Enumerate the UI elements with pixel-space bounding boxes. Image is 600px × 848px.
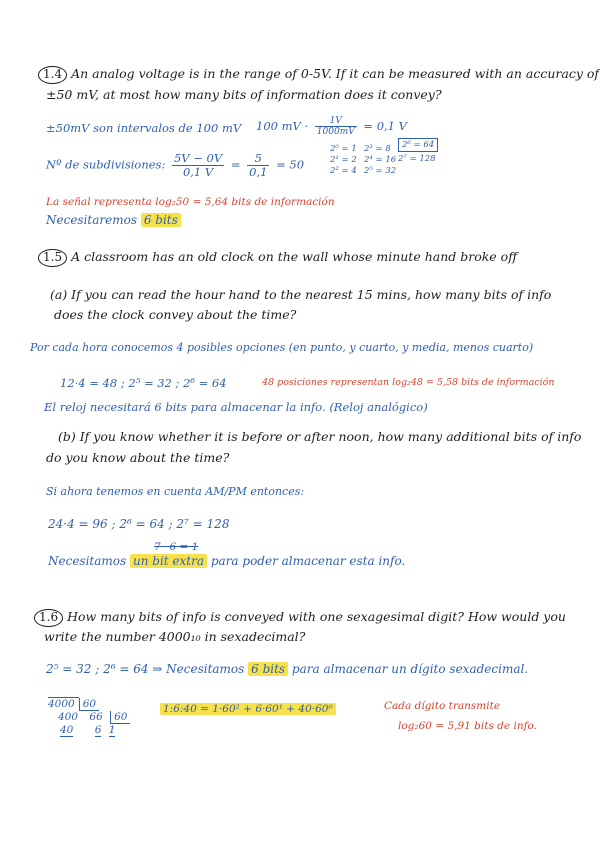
highlight-6-bits: 6 bits	[248, 662, 288, 676]
powers-list-col2: 2³ = 8 2⁴ = 16 2⁵ = 32	[364, 144, 397, 177]
highlight-extra-bit: un bit extra	[130, 554, 207, 568]
part-b-line1: (b) If you know whether it is before or after noon, how many additional bits of info	[58, 429, 582, 444]
part-b-ampm-note: Si ahora tenemos en cuenta AM/PM entonces:	[46, 485, 305, 498]
part-a-conclusion: El reloj necesitará 6 bits para almacenar la info. (Reloj analógico)	[44, 400, 428, 414]
problem-number-badge: 1.4	[38, 66, 67, 84]
part-b-calc: 24·4 = 96 ; 2⁶ = 64 ; 2⁷ = 128	[48, 517, 230, 531]
division-remainder-3: 6	[94, 724, 102, 737]
part-a-bits-note: 48 posiciones representan log₂48 = 5,58 bits de información	[262, 377, 555, 388]
bits-needed-1-4: Necesitaremos 6 bits	[46, 214, 181, 228]
intervals-note: ±50mV son intervalos de 100 mV	[46, 121, 242, 135]
sexagesimal-result: 1:6:40 = 1·60² + 6·60¹ + 40·60⁰	[160, 703, 336, 715]
powers-list-col1: 2⁰ = 1 2¹ = 2 2² = 4	[330, 144, 357, 177]
part-a-calc: 12·4 = 48 ; 2⁵ = 32 ; 2⁶ = 64	[60, 376, 227, 390]
problem-1-6-question-line2: write the number 4000₁₀ in sexadecimal?	[44, 629, 306, 644]
digit-transmits-title: Cada dígito transmite	[384, 700, 501, 712]
subdiv-fraction-1: $\frac{5V - 0V}{0,1 V}$	[173, 151, 223, 180]
problem-1-4-question-line1: 1.4 An analog voltage is in the range of 0-5V. If it can be measured with an accuracy of	[38, 66, 599, 84]
part-b-difference: 7−6 = 1	[154, 541, 199, 553]
division-dividend: 4000	[48, 697, 79, 711]
division-divisor-2: 60	[110, 711, 130, 724]
long-division	[48, 697, 130, 737]
problem-1-4-question-line2: ±50 mV, at most how many bits of information does it convey?	[46, 87, 442, 102]
problem-1-6-question-line1: 1.6 How many bits of info is conveyed with one sexagesimal digit? How would you	[34, 609, 566, 627]
division-remainder-1: 400	[58, 711, 79, 724]
division-divisor: 60	[79, 698, 99, 711]
division-quotient-2: 1	[108, 724, 116, 737]
part-b-line2: do you know about the time?	[46, 450, 230, 465]
subdiv-fraction-2: $\frac{5}{0,1}$	[249, 151, 268, 180]
part-a-line2: does the clock convey about the time?	[54, 307, 297, 322]
part-a-options: Por cada hora conocemos 4 posibles opciones (en punto, y cuarto, y media, menos cuarto)	[30, 341, 534, 354]
boxed-power: 2⁶ = 64	[398, 138, 438, 152]
division-remainder-2: 40	[60, 724, 74, 737]
subdivisions-calc: Nº de subdivisiones: $\frac{5V - 0V}{0,1 V}$ = $\frac{5}{0,1}$ = 50	[46, 151, 305, 180]
problem-number-badge: 1.6	[34, 609, 63, 627]
problem-1-5-question: 1.5 A classroom has an old clock on the wall whose minute hand broke off	[38, 249, 517, 267]
digit-transmits-calc: log₂60 = 5,91 bits de info.	[398, 720, 537, 732]
conversion-fraction: $\frac{1V}{1000mV}$	[316, 116, 355, 138]
part-b-conclusion: Necesitamos un bit extra para poder almacenar esta info.	[48, 554, 406, 568]
voltage-conversion: 100 mV · $\frac{1V}{1000mV}$ = 0,1 V	[256, 116, 407, 138]
part-a-line1: (a) If you can read the hour hand to the nearest 15 mins, how many bits of info	[50, 287, 552, 302]
sexagesimal-bits-calc: 2⁵ = 32 ; 2⁶ = 64 ⇒ Necesitamos 6 bits para almacenar un dígito sexadecimal.	[46, 662, 529, 676]
signal-bits-note: La señal representa log₂50 = 5,64 bits de información	[46, 196, 335, 208]
problem-number-badge: 1.5	[38, 249, 67, 267]
powers-list-col3: 2⁶ = 64 2⁷ = 128	[398, 140, 438, 165]
highlight-6-bits: 6 bits	[141, 213, 181, 227]
division-quotient-1: 66	[89, 711, 103, 724]
